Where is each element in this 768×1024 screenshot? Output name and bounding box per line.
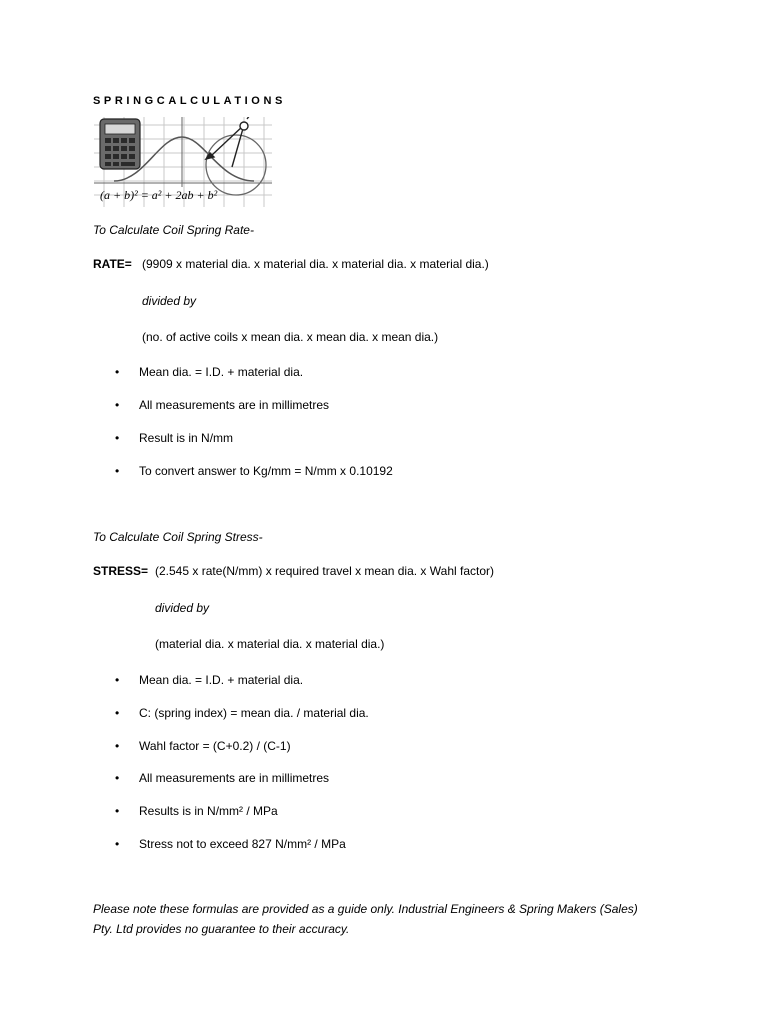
disclaimer-line-1: Please note these formulas are provided as a guide only. Industrial Engineers & Spring Makers (Sales) xyxy=(93,902,638,916)
rate-numerator: (9909 x material dia. x material dia. x material dia. x material dia.) xyxy=(142,257,489,271)
bullet-dot: • xyxy=(115,673,120,687)
illustration-formula: (a + b)² = a² + 2ab + b² xyxy=(100,188,218,202)
stress-denominator: (material dia. x material dia. x material dia.) xyxy=(155,637,385,651)
stress-bullet-item: C: (spring index) = mean dia. / material dia. xyxy=(139,706,369,720)
rate-label: RATE= xyxy=(93,257,132,271)
rate-bullet-item: To convert answer to Kg/mm = N/mm x 0.10192 xyxy=(139,464,393,478)
stress-bullet-item: Stress not to exceed 827 N/mm² / MPa xyxy=(139,837,346,851)
disclaimer-line-2: Pty. Ltd provides no guarantee to their accuracy. xyxy=(93,922,350,936)
calculator-icon xyxy=(100,119,140,169)
bullet-dot: • xyxy=(115,739,120,753)
bullet-dot: • xyxy=(115,837,120,851)
rate-heading: To Calculate Coil Spring Rate- xyxy=(93,223,254,237)
rate-divided-by: divided by xyxy=(142,294,197,308)
stress-numerator: (2.545 x rate(N/mm) x required travel x mean dia. x Wahl factor) xyxy=(155,564,494,578)
rate-bullet-item: All measurements are in millimetres xyxy=(139,398,330,412)
bullet-dot: • xyxy=(115,804,120,818)
stress-bullet-item: Wahl factor = (C+0.2) / (C-1) xyxy=(139,739,291,753)
math-illustration xyxy=(94,117,272,207)
bullet-dot: • xyxy=(115,464,120,478)
rate-bullet-item: Result is in N/mm xyxy=(139,431,234,445)
rate-bullet-item: Mean dia. = I.D. + material dia. xyxy=(139,365,304,379)
stress-divided-by: divided by xyxy=(155,601,210,615)
bullet-dot: • xyxy=(115,398,120,412)
bullet-dot: • xyxy=(115,431,120,445)
bullet-dot: • xyxy=(115,365,120,379)
stress-label: STRESS= xyxy=(93,564,149,578)
stress-bullet-item: All measurements are in millimetres xyxy=(139,771,330,785)
bullet-dot: • xyxy=(115,706,120,720)
stress-bullet-item: Results is in N/mm² / MPa xyxy=(139,804,278,818)
document-title: SPRINGCALCULATIONS xyxy=(93,95,286,107)
rate-denominator: (no. of active coils x mean dia. x mean dia. x mean dia.) xyxy=(142,330,439,344)
stress-heading: To Calculate Coil Spring Stress- xyxy=(93,530,263,544)
bullet-dot: • xyxy=(115,771,120,785)
illustration-graphic xyxy=(94,117,272,207)
stress-bullet-item: Mean dia. = I.D. + material dia. xyxy=(139,673,304,687)
